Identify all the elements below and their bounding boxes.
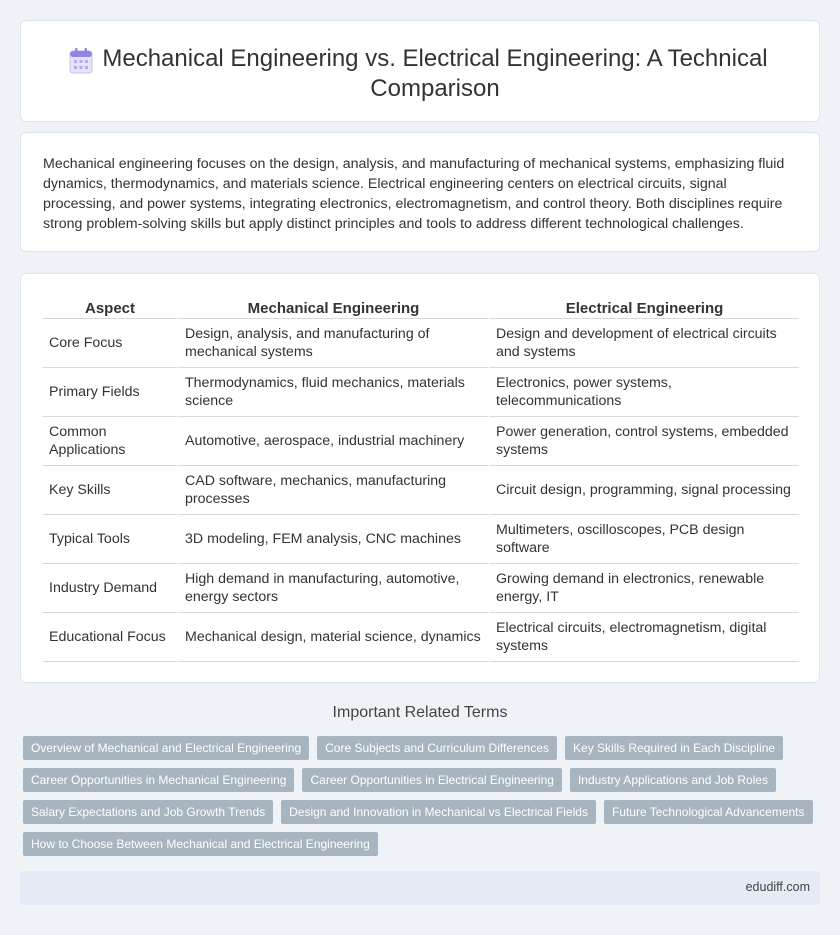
related-term-tag[interactable]: Industry Applications and Job Roles	[570, 768, 776, 792]
cell-electrical: Power generation, control systems, embedded systems	[488, 417, 799, 466]
cell-mechanical: Thermodynamics, fluid mechanics, materials science	[177, 368, 488, 417]
table-row	[43, 515, 799, 564]
related-term-tag[interactable]: Overview of Mechanical and Electrical Engineering	[23, 736, 309, 760]
comparison-table	[43, 296, 799, 662]
cell-aspect: Common Applications	[43, 417, 177, 466]
header-card	[20, 20, 820, 122]
tag-row	[23, 768, 823, 792]
intro-card	[20, 132, 820, 252]
cell-aspect: Industry Demand	[43, 564, 177, 613]
cell-aspect: Educational Focus	[43, 613, 177, 662]
cell-electrical: Circuit design, programming, signal processing	[488, 466, 799, 515]
related-term-tag[interactable]: Salary Expectations and Job Growth Trends	[23, 800, 273, 824]
cell-electrical: Growing demand in electronics, renewable energy, IT	[488, 564, 799, 613]
related-terms-list	[23, 736, 823, 864]
page-title: Mechanical Engineering vs. Electrical Engineering: A Technical Comparison	[102, 45, 768, 102]
footer-site-link[interactable]: edudiff.com	[745, 880, 810, 894]
cell-mechanical: Automotive, aerospace, industrial machinery	[177, 417, 488, 466]
cell-mechanical: CAD software, mechanics, manufacturing processes	[177, 466, 488, 515]
table-header-row	[43, 296, 799, 319]
footer	[20, 871, 820, 905]
cell-aspect: Core Focus	[43, 319, 177, 368]
cell-aspect: Typical Tools	[43, 515, 177, 564]
related-term-tag[interactable]: Career Opportunities in Mechanical Engineering	[23, 768, 294, 792]
header-aspect: Aspect	[43, 296, 177, 319]
related-term-tag[interactable]: Core Subjects and Curriculum Differences	[317, 736, 557, 760]
related-terms-title: Important Related Terms	[332, 704, 508, 721]
table-row	[43, 368, 799, 417]
header-mechanical: Mechanical Engineering	[177, 296, 488, 319]
cell-aspect: Key Skills	[43, 466, 177, 515]
tag-row	[23, 736, 823, 760]
cell-mechanical: Design, analysis, and manufacturing of mechanical systems	[177, 319, 488, 368]
cell-electrical: Multimeters, oscilloscopes, PCB design software	[488, 515, 799, 564]
related-term-tag[interactable]: How to Choose Between Mechanical and Electrical Engineering	[23, 832, 378, 856]
cell-electrical: Design and development of electrical circuits and systems	[488, 319, 799, 368]
related-term-tag[interactable]: Future Technological Advancements	[604, 800, 813, 824]
table-row	[43, 613, 799, 662]
table-row	[43, 564, 799, 613]
header-electrical: Electrical Engineering	[488, 296, 799, 319]
tag-row	[23, 800, 823, 824]
intro-text: Mechanical engineering focuses on the design, analysis, and manufacturing of mechanical systems, emphasizing fluid dynamics, thermodynamics, and materials science. Electrical engineering centers on electrical circuits, signal processing, and power systems, integrating electronics, electromagnetism, and control theory. Both disciplines require strong problem-solving skills but apply distinct principles and tools to address different technological challenges.	[43, 156, 785, 232]
tag-row	[23, 832, 823, 856]
related-term-tag[interactable]: Career Opportunities in Electrical Engineering	[302, 768, 561, 792]
related-term-tag[interactable]: Key Skills Required in Each Discipline	[565, 736, 783, 760]
related-term-tag[interactable]: Design and Innovation in Mechanical vs Electrical Fields	[281, 800, 596, 824]
cell-aspect: Primary Fields	[43, 368, 177, 417]
cell-mechanical: Mechanical design, material science, dynamics	[177, 613, 488, 662]
table-row	[43, 466, 799, 515]
cell-electrical: Electrical circuits, electromagnetism, digital systems	[488, 613, 799, 662]
table-row	[43, 319, 799, 368]
comparison-card	[20, 273, 820, 683]
cell-mechanical: 3D modeling, FEM analysis, CNC machines	[177, 515, 488, 564]
table-row	[43, 417, 799, 466]
cell-mechanical: High demand in manufacturing, automotive, energy sectors	[177, 564, 488, 613]
cell-electrical: Electronics, power systems, telecommunications	[488, 368, 799, 417]
